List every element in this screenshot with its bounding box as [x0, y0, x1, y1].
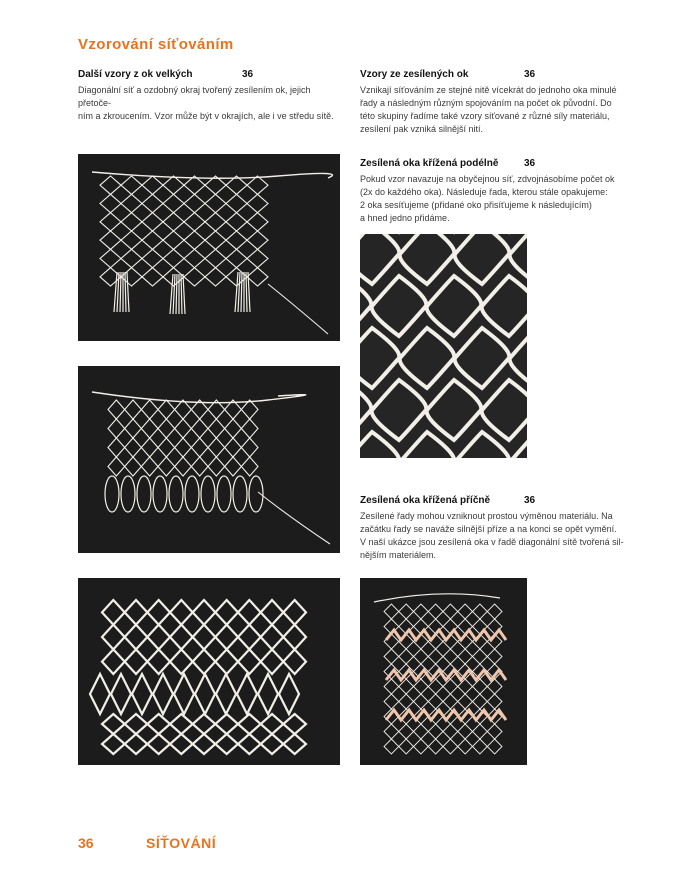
net-mesh-thick: [215, 649, 238, 674]
photo-net-loops: [78, 366, 340, 553]
right-text-block-1: [360, 68, 628, 136]
loop-edge: [137, 476, 151, 512]
net-mesh-thick: [147, 649, 170, 674]
closeup-mesh: [427, 276, 482, 336]
net-mesh: [473, 604, 488, 619]
right1-heading: [360, 68, 628, 81]
net-mesh-thick: [261, 649, 284, 674]
net-mesh: [241, 400, 258, 419]
net-mesh: [247, 176, 268, 194]
net-mesh: [100, 194, 121, 212]
net-mesh: [158, 438, 175, 457]
closeup-mesh: [482, 276, 527, 336]
net-mesh-thick: [102, 734, 125, 754]
net-mesh: [184, 249, 205, 267]
net-mesh: [399, 724, 414, 739]
net-mesh: [141, 457, 158, 476]
tassel-strand: [114, 272, 117, 312]
net-mesh: [414, 724, 429, 739]
net-mesh: [241, 438, 258, 457]
net-mesh: [487, 724, 502, 739]
net-mesh: [100, 231, 121, 249]
net-mesh: [163, 249, 184, 267]
net-mesh: [384, 694, 399, 709]
net-mesh: [158, 419, 175, 438]
right3-heading-text: Zesílená oka křížená příčně: [360, 495, 491, 506]
hexagon-cell: [195, 674, 215, 714]
net-mesh: [458, 724, 473, 739]
net-mesh: [384, 649, 399, 664]
net-mesh: [428, 739, 443, 754]
photo-net-reinforced-drawing: [78, 578, 340, 765]
tassel-strand: [241, 272, 242, 312]
net-mesh: [487, 649, 502, 664]
net-mesh: [414, 739, 429, 754]
net-mesh-thick: [125, 600, 148, 625]
net-mesh: [443, 724, 458, 739]
net-mesh: [100, 213, 121, 231]
tassel-strand: [176, 274, 177, 314]
net-mesh: [191, 457, 208, 476]
photo-net-tassels-drawing: [78, 154, 340, 341]
net-mesh-thick: [170, 714, 193, 734]
net-mesh: [414, 649, 429, 664]
net-mesh-thick: [215, 714, 238, 734]
loop-edge: [105, 476, 119, 512]
right2-heading: [360, 157, 628, 170]
net-mesh: [142, 231, 163, 249]
net-mesh: [108, 438, 125, 457]
net-mesh: [428, 724, 443, 739]
hexagon-cell: [174, 674, 194, 714]
tassel-strand: [181, 274, 182, 314]
net-mesh: [473, 649, 488, 664]
net-mesh: [384, 604, 399, 619]
net-mesh: [142, 213, 163, 231]
right1-body-line-2: řady a následným různým spojováním na počet ok původní. Do: [360, 98, 612, 108]
net-mesh: [399, 694, 414, 709]
net-mesh: [121, 176, 142, 194]
net-mesh: [125, 419, 142, 438]
hexagon-cell: [216, 674, 236, 714]
net-mesh: [163, 231, 184, 249]
book-title: SÍŤOVÁNÍ: [146, 835, 217, 851]
net-mesh: [443, 739, 458, 754]
closeup-mesh: [360, 276, 371, 336]
net-mesh-thick: [147, 625, 170, 650]
net-mesh: [384, 739, 399, 754]
net-mesh: [443, 649, 458, 664]
net-mesh: [175, 400, 192, 419]
closeup-mesh: [372, 276, 427, 336]
net-mesh: [225, 419, 242, 438]
net-mesh: [121, 194, 142, 212]
net-mesh: [384, 679, 399, 694]
right1-body: [360, 84, 628, 136]
net-mesh-thick: [238, 625, 261, 650]
hexagon-cell: [237, 674, 257, 714]
closeup-mesh: [400, 328, 455, 388]
net-mesh: [473, 739, 488, 754]
net-mesh: [399, 649, 414, 664]
closeup-mesh: [455, 234, 510, 284]
photo-net-reinforced: [78, 578, 340, 765]
tassel-strand: [246, 272, 247, 312]
net-mesh: [458, 604, 473, 619]
net-mesh: [208, 419, 225, 438]
net-mesh-thick: [147, 714, 170, 734]
net-mesh: [184, 231, 205, 249]
tassel-strand: [173, 274, 175, 314]
net-mesh: [121, 249, 142, 267]
net-mesh: [142, 249, 163, 267]
net-mesh-thick: [102, 600, 125, 625]
closeup-mesh: [427, 380, 482, 440]
net-mesh: [184, 268, 205, 286]
net-mesh-thick: [125, 649, 148, 674]
right-text-block-3: [360, 494, 628, 562]
net-mesh: [141, 438, 158, 457]
net-mesh: [458, 739, 473, 754]
net-mesh-thick: [170, 734, 193, 754]
net-mesh: [226, 231, 247, 249]
net-mesh: [473, 724, 488, 739]
tassel-strand: [127, 272, 129, 312]
net-mesh: [247, 231, 268, 249]
left-heading-number: 36: [242, 69, 254, 80]
net-mesh-thick: [147, 600, 170, 625]
net-mesh: [226, 194, 247, 212]
left-body: [78, 84, 344, 123]
net-mesh: [226, 249, 247, 267]
net-mesh: [175, 438, 192, 457]
net-mesh: [458, 694, 473, 709]
photo-net-crosswise: [360, 578, 527, 765]
right3-heading-number: 36: [524, 495, 536, 506]
loop-edge: [153, 476, 167, 512]
net-mesh: [141, 400, 158, 419]
loop-edge: [201, 476, 215, 512]
net-mesh-thick: [238, 649, 261, 674]
net-mesh-thick: [170, 600, 193, 625]
net-mesh-thick: [193, 625, 216, 650]
net-mesh: [142, 268, 163, 286]
net-mesh: [191, 438, 208, 457]
net-mesh: [205, 231, 226, 249]
net-mesh-thick: [215, 734, 238, 754]
net-mesh: [108, 419, 125, 438]
net-mesh-thick: [125, 625, 148, 650]
net-mesh: [205, 249, 226, 267]
photo-net-tassels: [78, 154, 340, 341]
net-mesh: [125, 438, 142, 457]
net-mesh: [125, 400, 142, 419]
right3-body-line-4: nějším materiálem.: [360, 550, 437, 560]
right2-body-line-4: a hned jedno přidáme.: [360, 213, 450, 223]
net-mesh: [208, 457, 225, 476]
net-mesh: [121, 231, 142, 249]
net-mesh: [226, 213, 247, 231]
net-mesh-thick: [125, 734, 148, 754]
closeup-mesh: [510, 328, 527, 388]
net-mesh: [205, 194, 226, 212]
photo-net-crosswise-drawing: [360, 578, 527, 765]
right1-heading-number: 36: [524, 69, 536, 80]
net-mesh: [163, 176, 184, 194]
right3-heading: [360, 494, 628, 507]
net-mesh-thick: [283, 625, 306, 650]
right3-body-line-2: začátku řady se naváže silnější příze a na konci se opět vymění.: [360, 524, 617, 534]
loop-edge: [121, 476, 135, 512]
right2-body-line-3: 2 oka sesíťujeme (přidané oko přisíťujeme k následujícím): [360, 200, 592, 210]
net-mesh-thick: [261, 714, 284, 734]
net-mesh-thick: [238, 714, 261, 734]
net-mesh-thick: [215, 625, 238, 650]
net-mesh: [247, 268, 268, 286]
net-mesh-thick: [102, 649, 125, 674]
right2-heading-number: 36: [524, 158, 536, 169]
net-mesh: [247, 249, 268, 267]
net-mesh: [100, 176, 121, 194]
right2-heading-text: Zesílená oka křížená podélně: [360, 158, 499, 169]
net-mesh: [384, 634, 399, 649]
net-mesh-thick: [193, 649, 216, 674]
net-mesh: [125, 457, 142, 476]
net-mesh: [428, 604, 443, 619]
net-mesh: [208, 438, 225, 457]
net-mesh: [473, 679, 488, 694]
net-top-cord: [374, 594, 500, 602]
net-mesh-thick: [102, 625, 125, 650]
net-mesh: [487, 694, 502, 709]
net-mesh-thick: [261, 625, 284, 650]
net-mesh: [443, 694, 458, 709]
net-mesh: [473, 694, 488, 709]
loop-edge: [169, 476, 183, 512]
net-mesh: [175, 419, 192, 438]
net-mesh: [225, 457, 242, 476]
section-title: Vzorování síťováním: [78, 36, 234, 53]
net-mesh: [428, 649, 443, 664]
loose-thread: [258, 492, 330, 544]
net-mesh: [205, 213, 226, 231]
net-mesh: [487, 604, 502, 619]
net-mesh: [241, 419, 258, 438]
net-mesh: [384, 724, 399, 739]
right3-body-line-3: V naší ukázce jsou zesílená oka v řadě diagonální sítě tvořená sil-: [360, 537, 624, 547]
closeup-mesh: [455, 328, 510, 388]
net-mesh: [205, 268, 226, 286]
left-text-block: [78, 68, 344, 123]
tassel-strand: [235, 272, 238, 312]
net-mesh: [458, 679, 473, 694]
net-mesh-thick: [238, 600, 261, 625]
net-mesh: [108, 400, 125, 419]
net-mesh: [428, 694, 443, 709]
right2-body-line-1: Pokud vzor navazuje na obyčejnou síť, zdvojnásobíme počet ok: [360, 174, 615, 184]
right1-body-line-3: této skupiny řadíme také vzory síťované z různé síly materiálu,: [360, 111, 610, 121]
closeup-mesh: [360, 380, 371, 440]
net-mesh-thick: [283, 600, 306, 625]
hexagon-cell: [153, 674, 173, 714]
net-mesh: [191, 419, 208, 438]
net-mesh-thick: [261, 734, 284, 754]
net-top-cord: [92, 172, 332, 178]
loop-edge: [217, 476, 231, 512]
net-mesh: [247, 213, 268, 231]
net-mesh-thick: [193, 734, 216, 754]
net-mesh: [184, 213, 205, 231]
net-mesh-thick: [170, 649, 193, 674]
net-mesh: [247, 194, 268, 212]
net-mesh: [487, 679, 502, 694]
tassel-strand: [238, 272, 240, 312]
net-mesh-thick: [170, 625, 193, 650]
net-mesh: [142, 194, 163, 212]
left-heading-text: Další vzory z ok velkých: [78, 69, 193, 80]
net-mesh-thick: [125, 714, 148, 734]
closeup-mesh: [360, 234, 399, 284]
right1-body-line-1: Vznikají síťováním ze stejné nitě vícekrát do jednoho oka minulé: [360, 85, 617, 95]
loop-edge: [233, 476, 247, 512]
net-mesh: [399, 604, 414, 619]
tassel-strand: [183, 274, 185, 314]
net-mesh: [100, 249, 121, 267]
net-mesh: [458, 649, 473, 664]
net-mesh: [158, 457, 175, 476]
tassel-strand: [170, 274, 173, 314]
right3-body: [360, 510, 628, 562]
net-mesh: [142, 176, 163, 194]
net-mesh: [163, 213, 184, 231]
net-mesh: [175, 457, 192, 476]
net-mesh-thick: [215, 600, 238, 625]
net-mesh: [184, 194, 205, 212]
right1-body-line-4: zesílení pak vzniká silnější nití.: [360, 124, 484, 134]
net-mesh-thick: [283, 649, 306, 674]
photo-net-loops-drawing: [78, 366, 340, 553]
tassel-strand: [117, 272, 119, 312]
page-number: 36: [78, 835, 94, 851]
loose-thread: [268, 284, 328, 334]
net-mesh-thick: [147, 734, 170, 754]
hexagon-cell: [258, 674, 278, 714]
net-mesh-thick: [102, 714, 125, 734]
hexagon-cell: [279, 674, 299, 714]
loop-edge: [185, 476, 199, 512]
right-text-block-2: [360, 157, 628, 225]
net-mesh-thick: [283, 714, 306, 734]
net-mesh: [487, 739, 502, 754]
net-mesh: [399, 739, 414, 754]
net-mesh: [121, 268, 142, 286]
hexagon-cell: [111, 674, 131, 714]
net-mesh-thick: [238, 734, 261, 754]
left-heading: [78, 68, 344, 81]
net-mesh-thick: [193, 600, 216, 625]
left-body-line-1: Diagonální síť a ozdobný okraj tvořený zesílením ok, jejich přetoče-: [78, 85, 311, 108]
closeup-mesh: [360, 328, 399, 388]
right1-heading-text: Vzory ze zesílených ok: [360, 69, 469, 80]
photo-net-closeup: [360, 234, 527, 458]
photo-net-closeup-drawing: [360, 234, 527, 458]
net-mesh-thick: [261, 600, 284, 625]
net-mesh: [158, 400, 175, 419]
net-mesh: [414, 694, 429, 709]
net-mesh: [443, 604, 458, 619]
right3-body-line-1: Zesílené řady mohou vzniknout prostou výměnou materiálu. Na: [360, 511, 613, 521]
left-body-line-2: ním a zkroucením. Vzor může být v okrajích, ale i ve středu sítě.: [78, 111, 334, 121]
right2-body: [360, 173, 628, 225]
net-mesh: [241, 457, 258, 476]
hexagon-cell: [90, 674, 110, 714]
hexagon-cell: [132, 674, 152, 714]
net-mesh: [414, 604, 429, 619]
net-mesh: [121, 213, 142, 231]
net-mesh-thick: [283, 734, 306, 754]
tassel-strand: [125, 272, 126, 312]
right2-body-line-2: (2x do každého oka). Následuje řada, kterou stále opakujeme:: [360, 187, 608, 197]
net-mesh: [108, 457, 125, 476]
net-mesh: [141, 419, 158, 438]
closeup-mesh: [372, 380, 427, 440]
closeup-mesh: [400, 234, 455, 284]
net-mesh-thick: [193, 714, 216, 734]
closeup-mesh: [482, 380, 527, 440]
net-mesh: [225, 438, 242, 457]
net-mesh: [163, 194, 184, 212]
